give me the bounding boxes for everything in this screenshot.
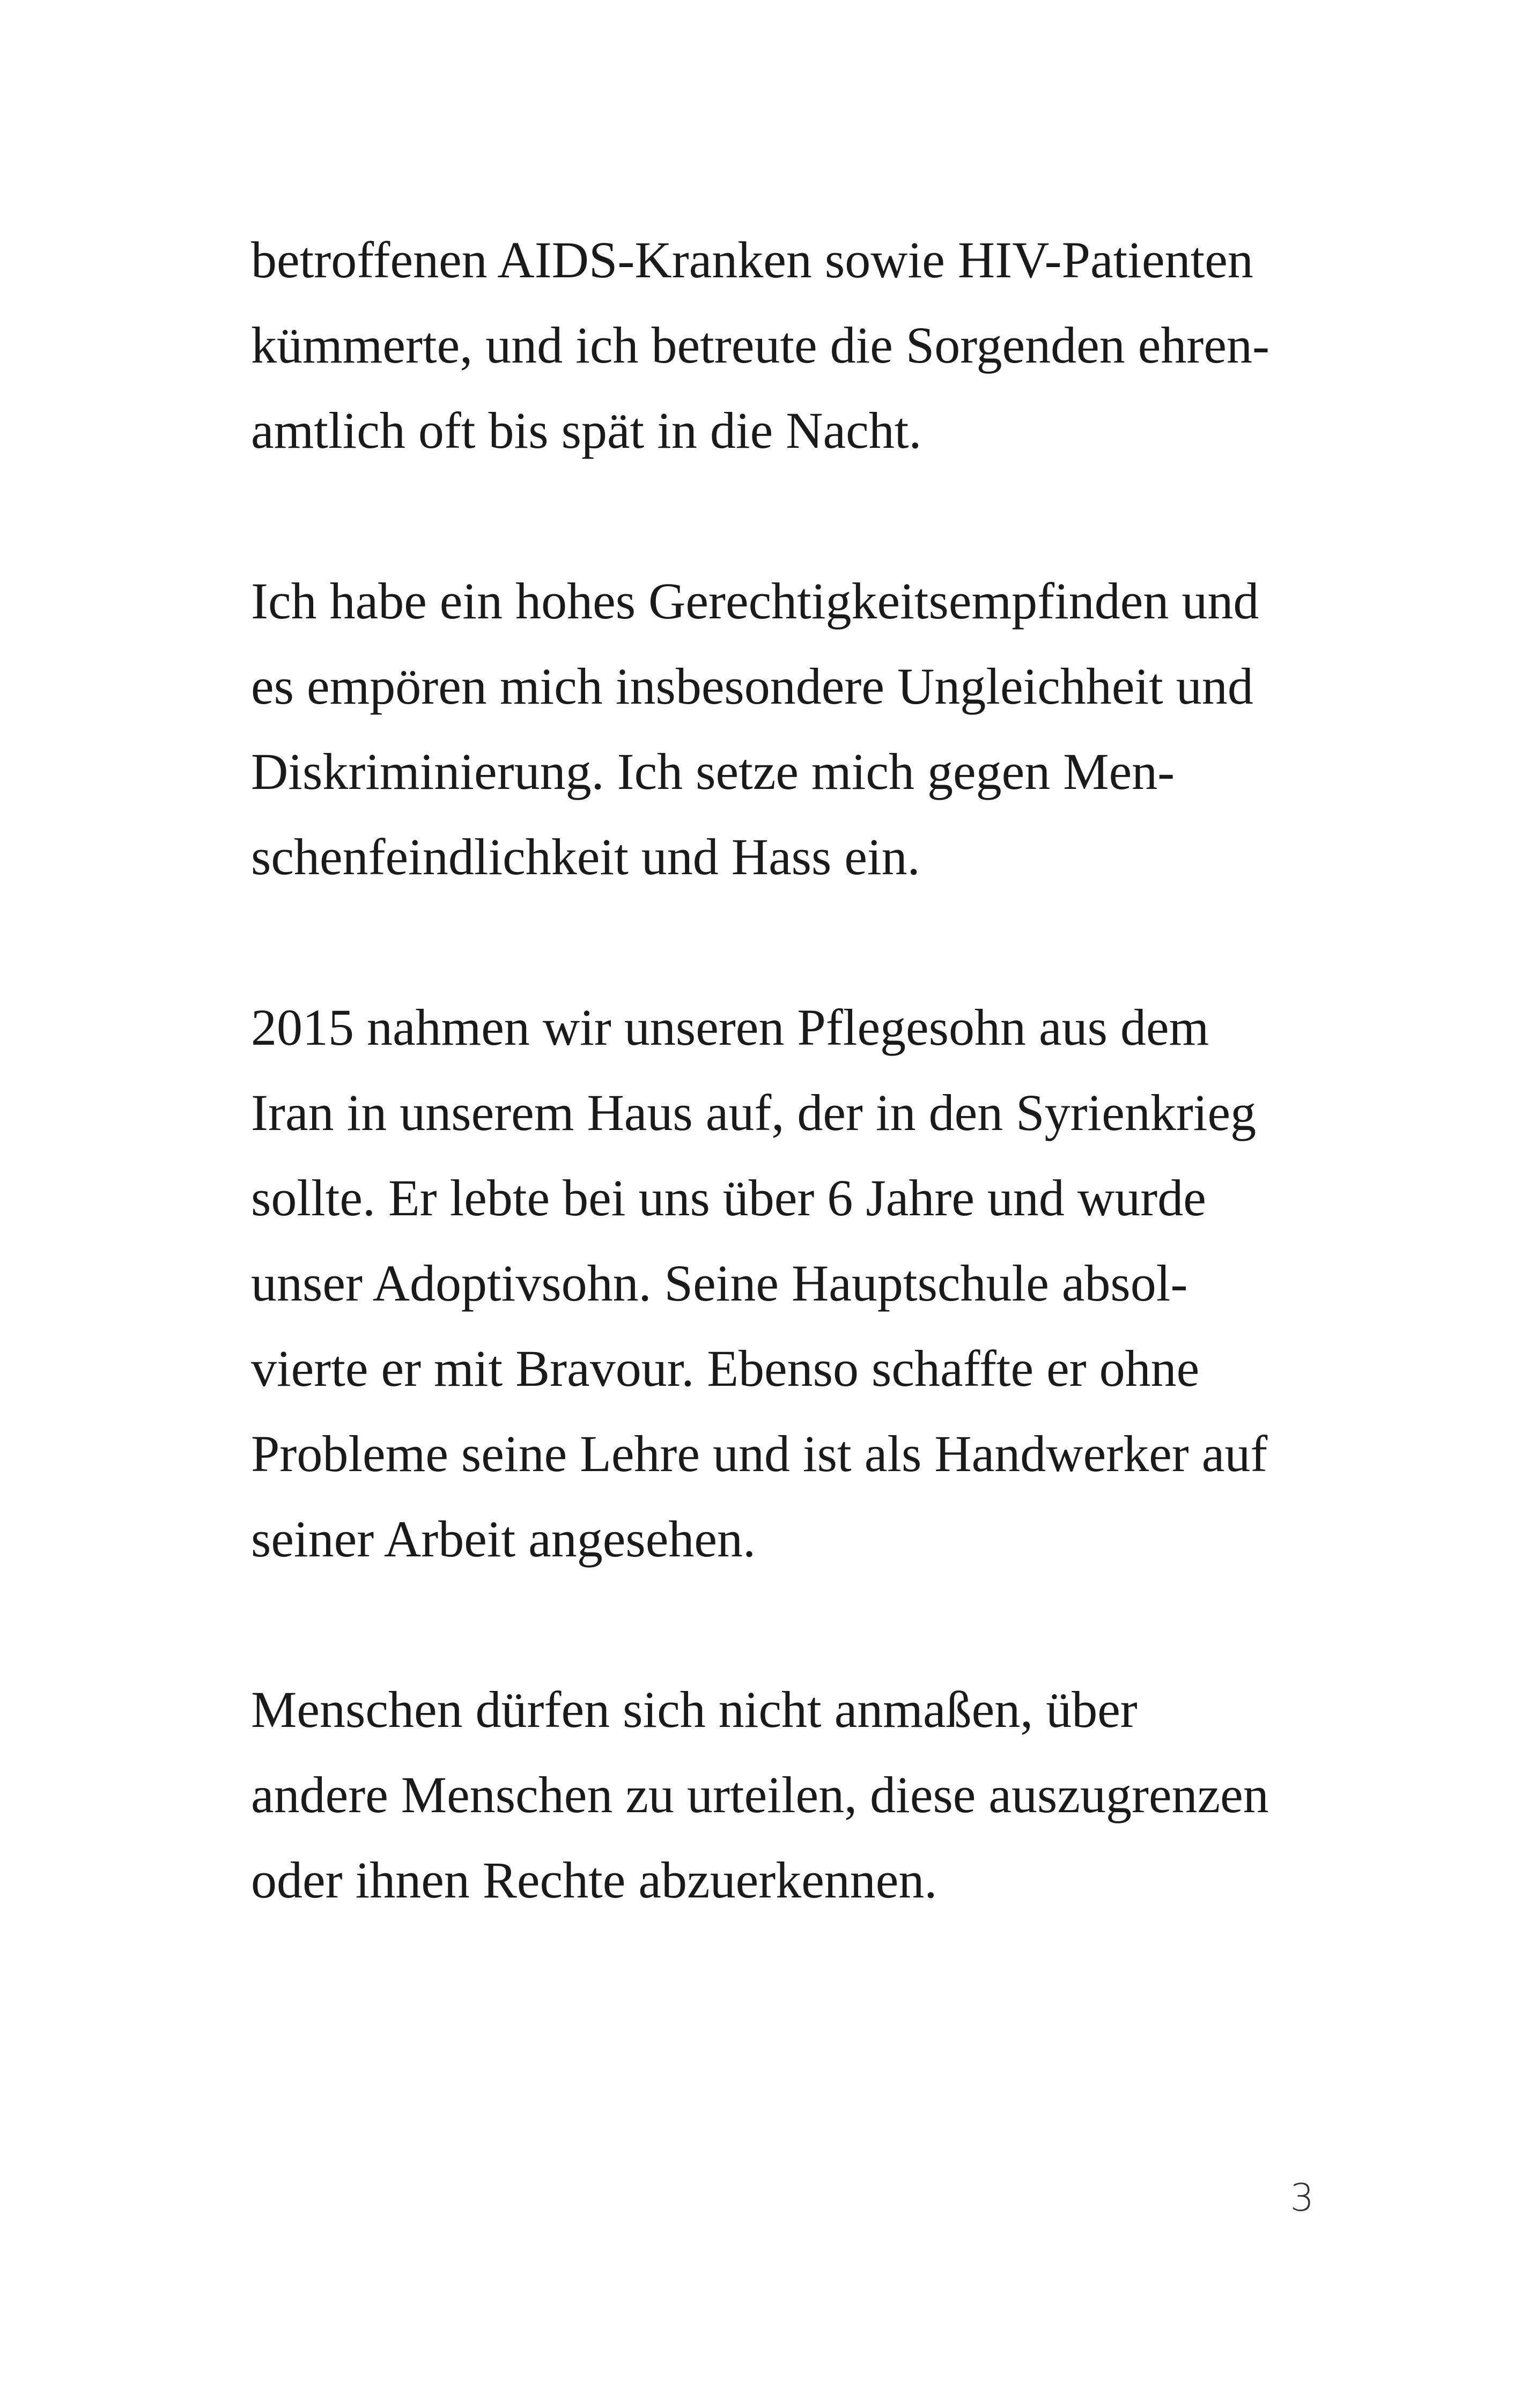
text-line: Probleme seine Lehre und ist als Handwerker auf [251, 1425, 1268, 1482]
text-line: andere Menschen zu urteilen, diese auszugrenzen [251, 1766, 1269, 1823]
paragraph-1 [251, 217, 1377, 473]
paragraph-4 [251, 1667, 1377, 1923]
paragraph-2 [251, 558, 1377, 899]
text-line: vierte er mit Bravour. Ebenso schaffte er ohne [251, 1340, 1200, 1397]
text-line: Diskriminierung. Ich setze mich gegen Men- [251, 743, 1175, 800]
text-line: unser Adoptivsohn. Seine Hauptschule absol- [251, 1254, 1188, 1312]
text-line: schenfeindlichkeit und Hass ein. [251, 828, 920, 885]
text-line: 2015 nahmen wir unseren Pflegesohn aus dem [251, 999, 1209, 1056]
body-text [251, 217, 1377, 2008]
text-line: kümmerte, und ich betreute die Sorgenden ehren- [251, 316, 1269, 374]
text-line: oder ihnen Rechte abzuerkennen. [251, 1851, 937, 1909]
text-line: seiner Arbeit angesehen. [251, 1510, 756, 1568]
page-number: 3 [1290, 2176, 1314, 2220]
paragraph-3 [251, 985, 1377, 1582]
text-line: Iran in unserem Haus auf, der in den Syrienkrieg [251, 1084, 1257, 1141]
text-line: es empören mich insbesondere Ungleichheit und [251, 658, 1253, 715]
text-line: amtlich oft bis spät in die Nacht. [251, 402, 922, 459]
text-line: Menschen dürfen sich nicht anmaßen, über [251, 1681, 1138, 1738]
text-line: betroffenen AIDS-Kranken sowie HIV-Patienten [251, 231, 1253, 289]
text-line: Ich habe ein hohes Gerechtigkeitsempfinden und [251, 572, 1259, 630]
text-line: sollte. Er lebte bei uns über 6 Jahre und wurde [251, 1169, 1206, 1227]
